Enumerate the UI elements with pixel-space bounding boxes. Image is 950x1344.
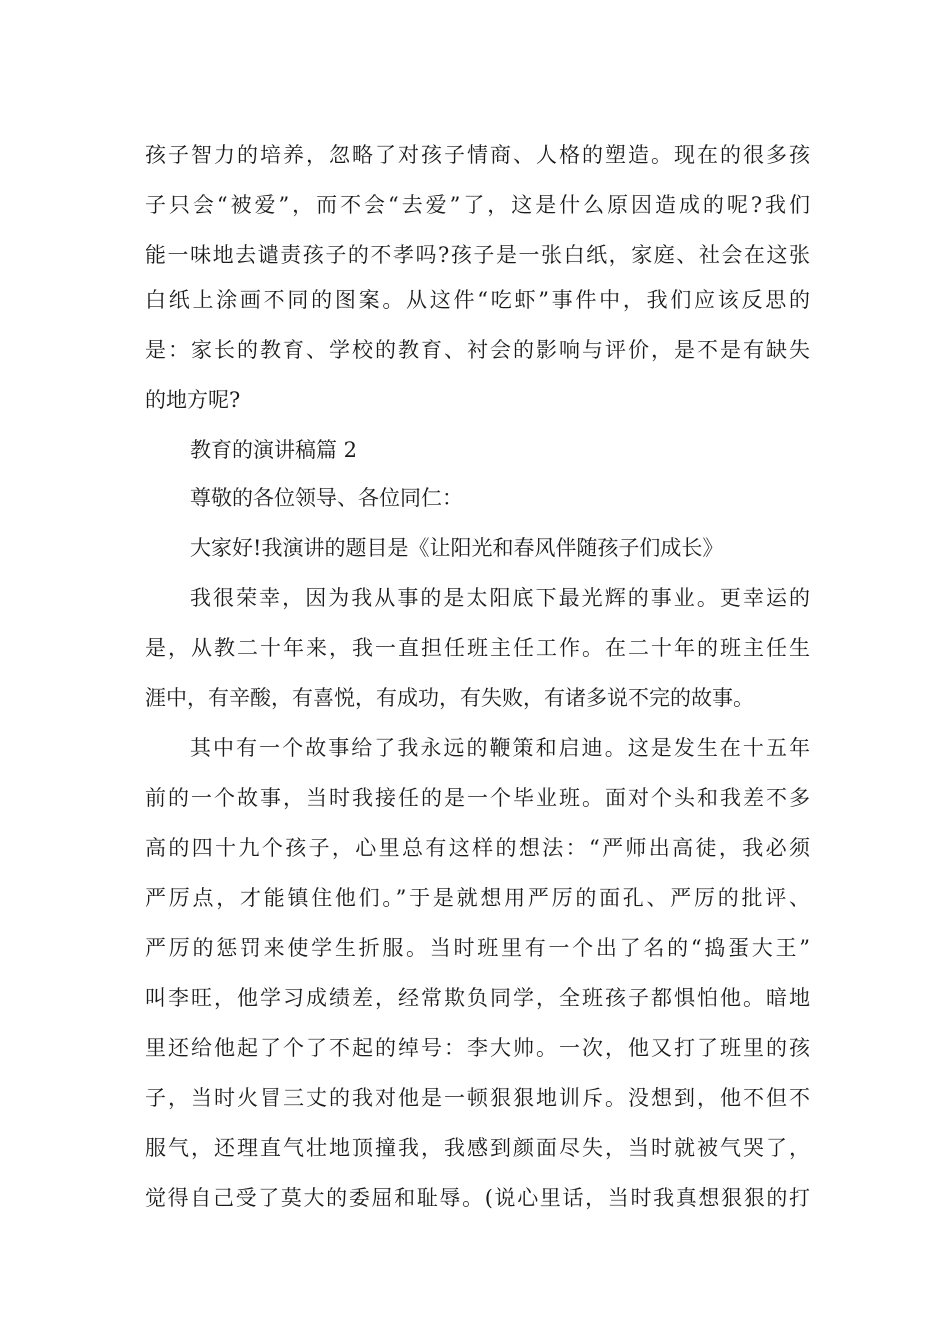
text-line-12: 涯中，有辛酸，有喜悦，有成功，有失败，有诸多说不完的故事。	[145, 686, 754, 710]
text-line-6: 的地方呢?	[145, 388, 241, 412]
text-line-10: 我很荣幸，因为我从事的是太阳底下最光辉的事业。更幸运的	[190, 586, 810, 610]
text-line-11: 是，从教二十年来，我一直担任班主任工作。在二十年的班主任生	[145, 636, 810, 660]
salutation: 尊敬的各位领导、各位同仁：	[190, 486, 463, 510]
text-line-2: 子只会“被爱”，而不会“去爱”了，这是什么原因造成的呢?我们	[145, 193, 810, 217]
text-line-21: 服气，还理直气壮地顶撞我，我感到颜面尽失，当时就被气哭了，	[145, 1136, 810, 1160]
text-line-14: 前的一个故事，当时我接任的是一个毕业班。面对个头和我差不多	[145, 786, 810, 810]
text-line-19: 里还给他起了个了不起的绰号：李大帅。一次，他又打了班里的孩	[145, 1036, 810, 1060]
text-line-17: 严厉的惩罚来使学生折服。当时班里有一个出了名的“捣蛋大王”	[145, 936, 810, 960]
text-line-22: 觉得自己受了莫大的委屈和耻辱。(说心里话，当时我真想狠狠的打	[145, 1186, 810, 1210]
text-line-4: 白纸上涂画不同的图案。从这件“吃虾”事件中，我们应该反思的	[145, 288, 810, 312]
text-line-1: 孩子智力的培养，忽略了对孩子情商、人格的塑造。现在的很多孩	[145, 143, 810, 167]
section-heading: 教育的演讲稿篇 2	[190, 438, 358, 462]
text-line-3: 能一味地去谴责孩子的不孝吗?孩子是一张白纸，家庭、社会在这张	[145, 243, 810, 267]
text-line-16: 严厉点，才能镇住他们。”于是就想用严厉的面孔、严厉的批评、	[145, 886, 810, 910]
text-line-20: 子，当时火冒三丈的我对他是一顿狠狠地训斥。没想到，他不但不	[145, 1086, 810, 1110]
text-line-5: 是：家长的教育、学校的教育、衬会的影响与评价，是不是有缺失	[145, 338, 810, 362]
text-line-13: 其中有一个故事给了我永远的鞭策和启迪。这是发生在十五年	[190, 736, 810, 760]
text-line-18: 叫李旺，他学习成绩差，经常欺负同学，全班孩子都惧怕他。暗地	[145, 986, 810, 1010]
text-line-15: 高的四十九个孩子，心里总有这样的想法：“严师出高徒，我必须	[145, 836, 810, 860]
speech-title-line: 大家好!我演讲的题目是《让阳光和春风伴随孩子们成长》	[190, 536, 724, 560]
